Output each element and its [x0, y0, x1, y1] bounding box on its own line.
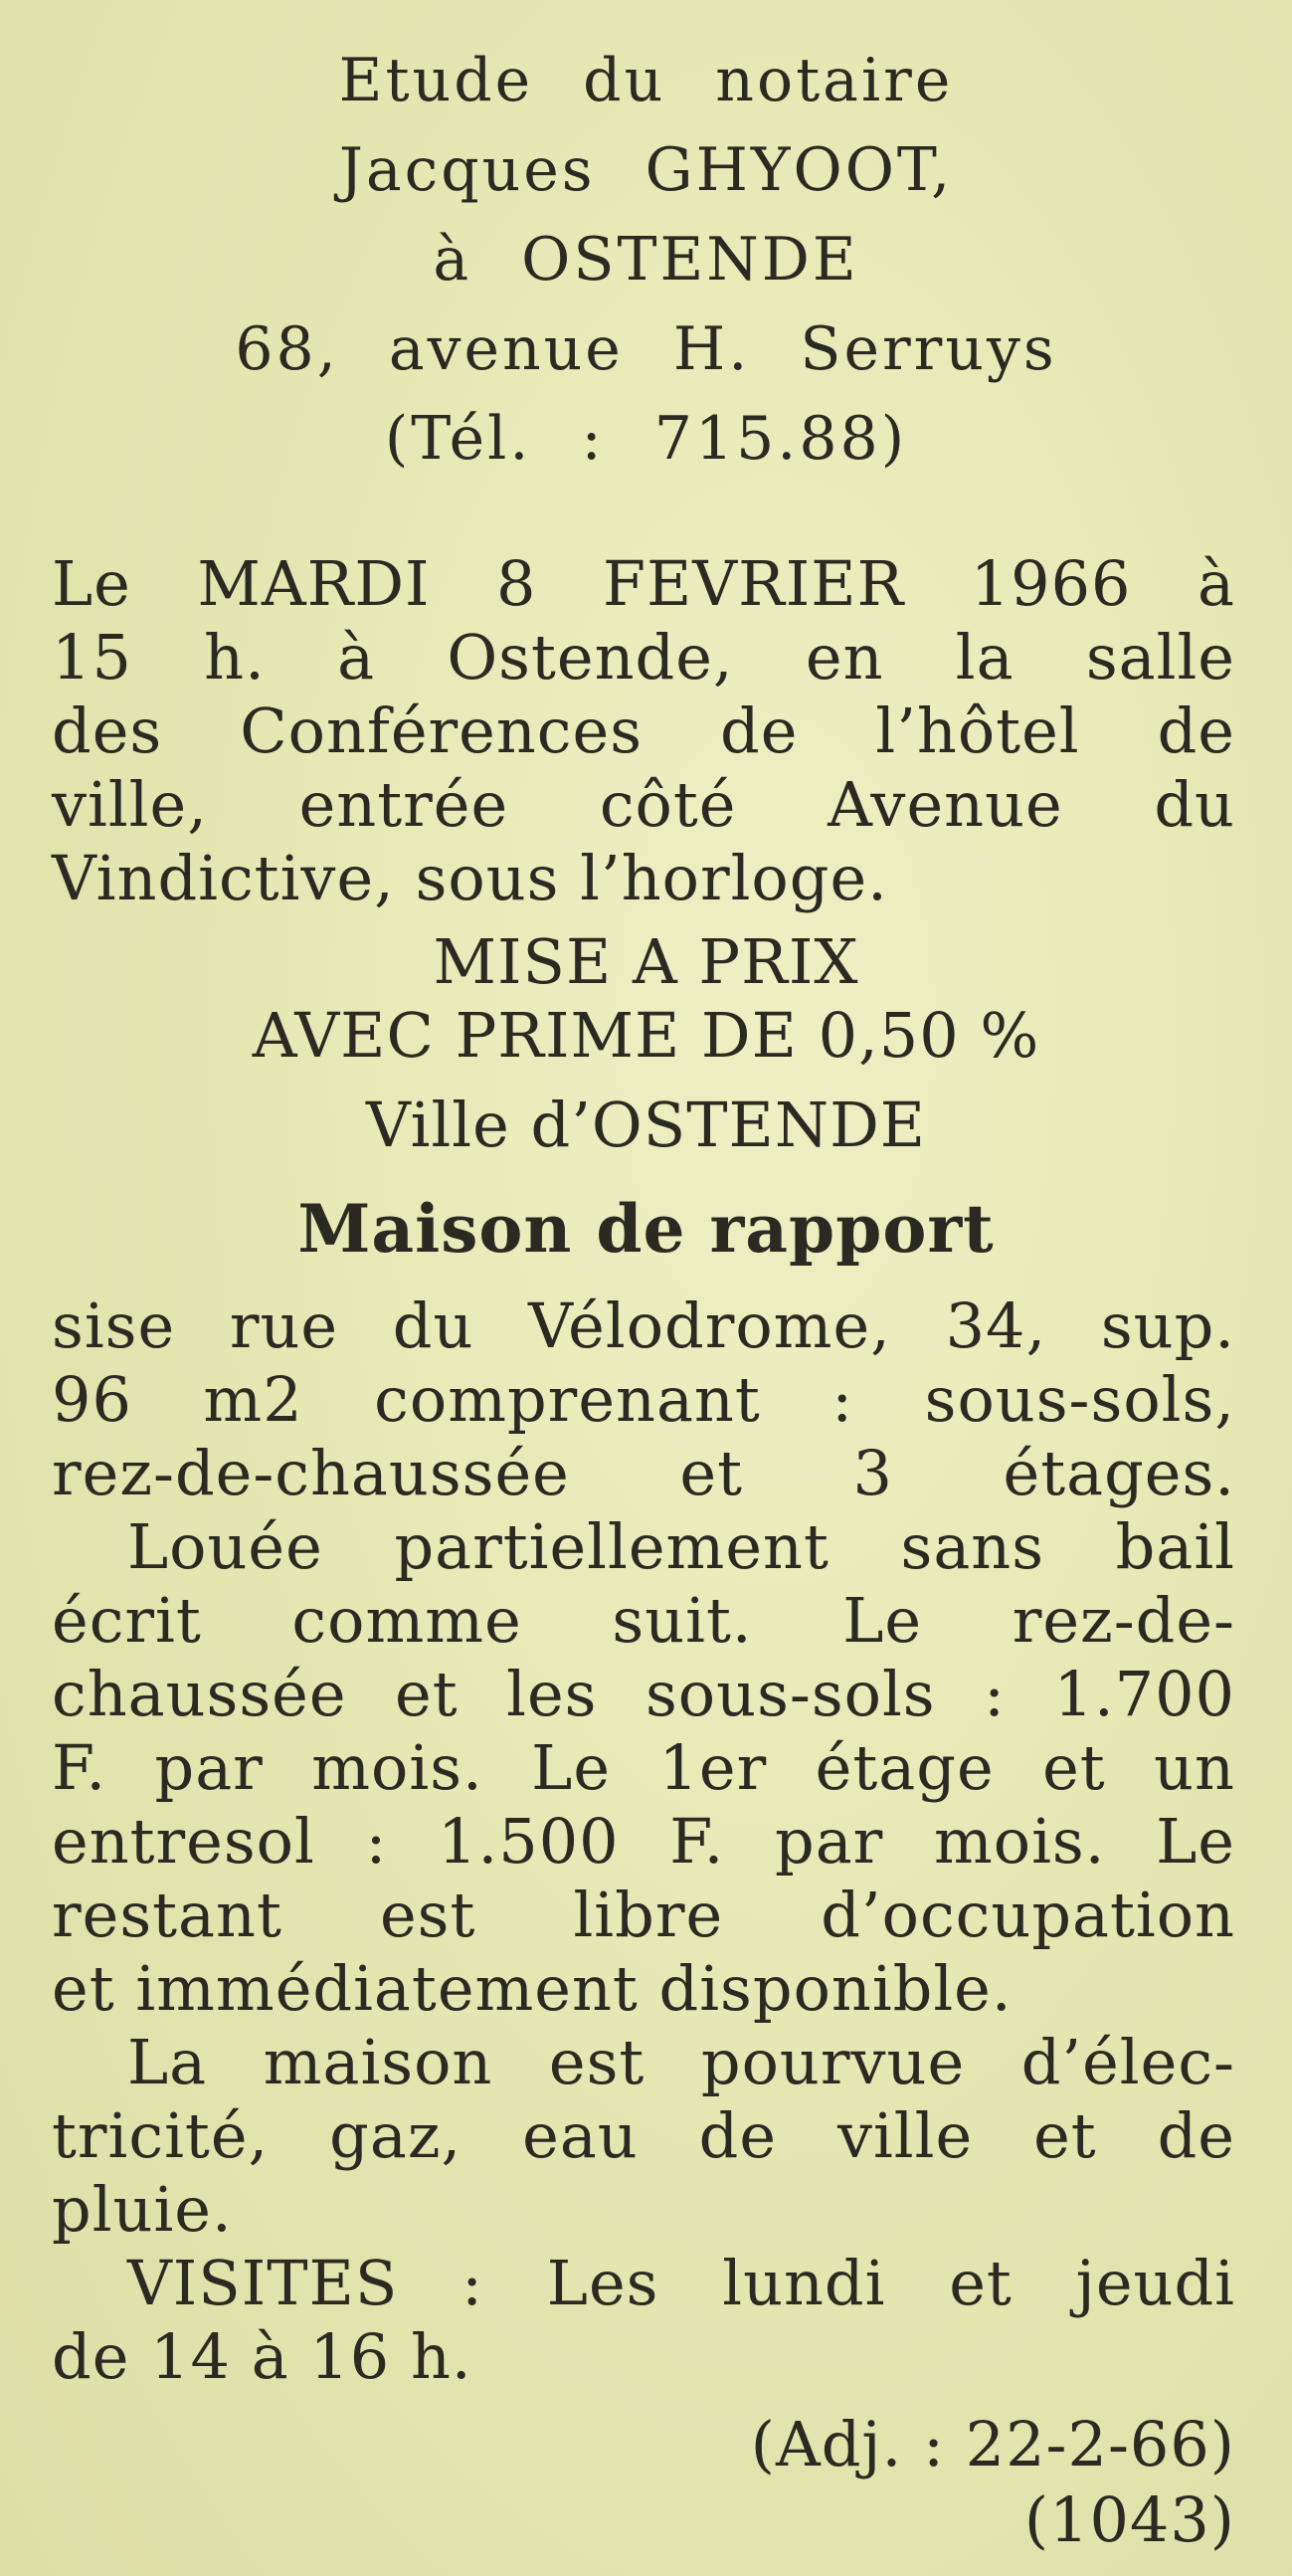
- body-line-6: chaussée et les sous-sols : 1.700: [52, 1658, 1235, 1730]
- intro-line-2: 15 h. à Ostende, en la salle: [52, 621, 1235, 694]
- notary-name: Jacques GHYOOT,: [338, 135, 954, 205]
- sale-premium: AVEC PRIME DE 0,50 %: [252, 999, 1040, 1072]
- intro-line-4: ville, entrée côté Avenue du: [52, 768, 1235, 841]
- visits-hours: de 14 à 16 h.: [52, 2320, 472, 2393]
- notice-reference: (1043): [1023, 2483, 1235, 2556]
- body-line-7: F. par mois. Le 1er étage et un: [52, 1731, 1235, 1804]
- intro-line-1: Le MARDI 8 FEVRIER 1966 à: [52, 547, 1235, 620]
- body-line-9: restant est libre d’occupation: [52, 1879, 1235, 1951]
- sale-type: MISE A PRIX: [433, 925, 859, 998]
- adjudication-date: (Adj. : 22-2-66): [750, 2408, 1235, 2480]
- body-line-10: et immédiatement disponible.: [52, 1952, 1013, 2025]
- notary-city: à OSTENDE: [433, 225, 859, 295]
- body-line-13: pluie.: [52, 2173, 233, 2246]
- property-title: Maison de rapport: [297, 1190, 995, 1268]
- body-line-5: écrit comme suit. Le rez-de-: [52, 1584, 1235, 1657]
- body-line-1: sise rue du Vélodrome, 34, sup.: [52, 1289, 1235, 1362]
- notary-address: 68, avenue H. Serruys: [235, 314, 1057, 384]
- body-line-4: Louée partiellement sans bail: [127, 1510, 1235, 1583]
- visits-line: VISITES : Les lundi et jeudi: [127, 2247, 1235, 2319]
- intro-line-5: Vindictive, sous l’horloge.: [52, 842, 888, 914]
- body-line-3: rez-de-chaussée et 3 étages.: [52, 1437, 1235, 1509]
- body-line-8: entresol : 1.500 F. par mois. Le: [52, 1805, 1235, 1878]
- body-line-12: tricité, gaz, eau de ville et de: [52, 2099, 1235, 2172]
- notary-office-line: Etude du notaire: [338, 46, 954, 115]
- notary-phone: (Tél. : 715.88): [384, 404, 908, 474]
- body-line-2: 96 m2 comprenant : sous-sols,: [52, 1363, 1235, 1436]
- intro-line-3: des Conférences de l’hôtel de: [52, 694, 1235, 767]
- sale-location: Ville d’OSTENDE: [365, 1089, 927, 1161]
- body-line-11: La maison est pourvue d’élec-: [127, 2026, 1235, 2098]
